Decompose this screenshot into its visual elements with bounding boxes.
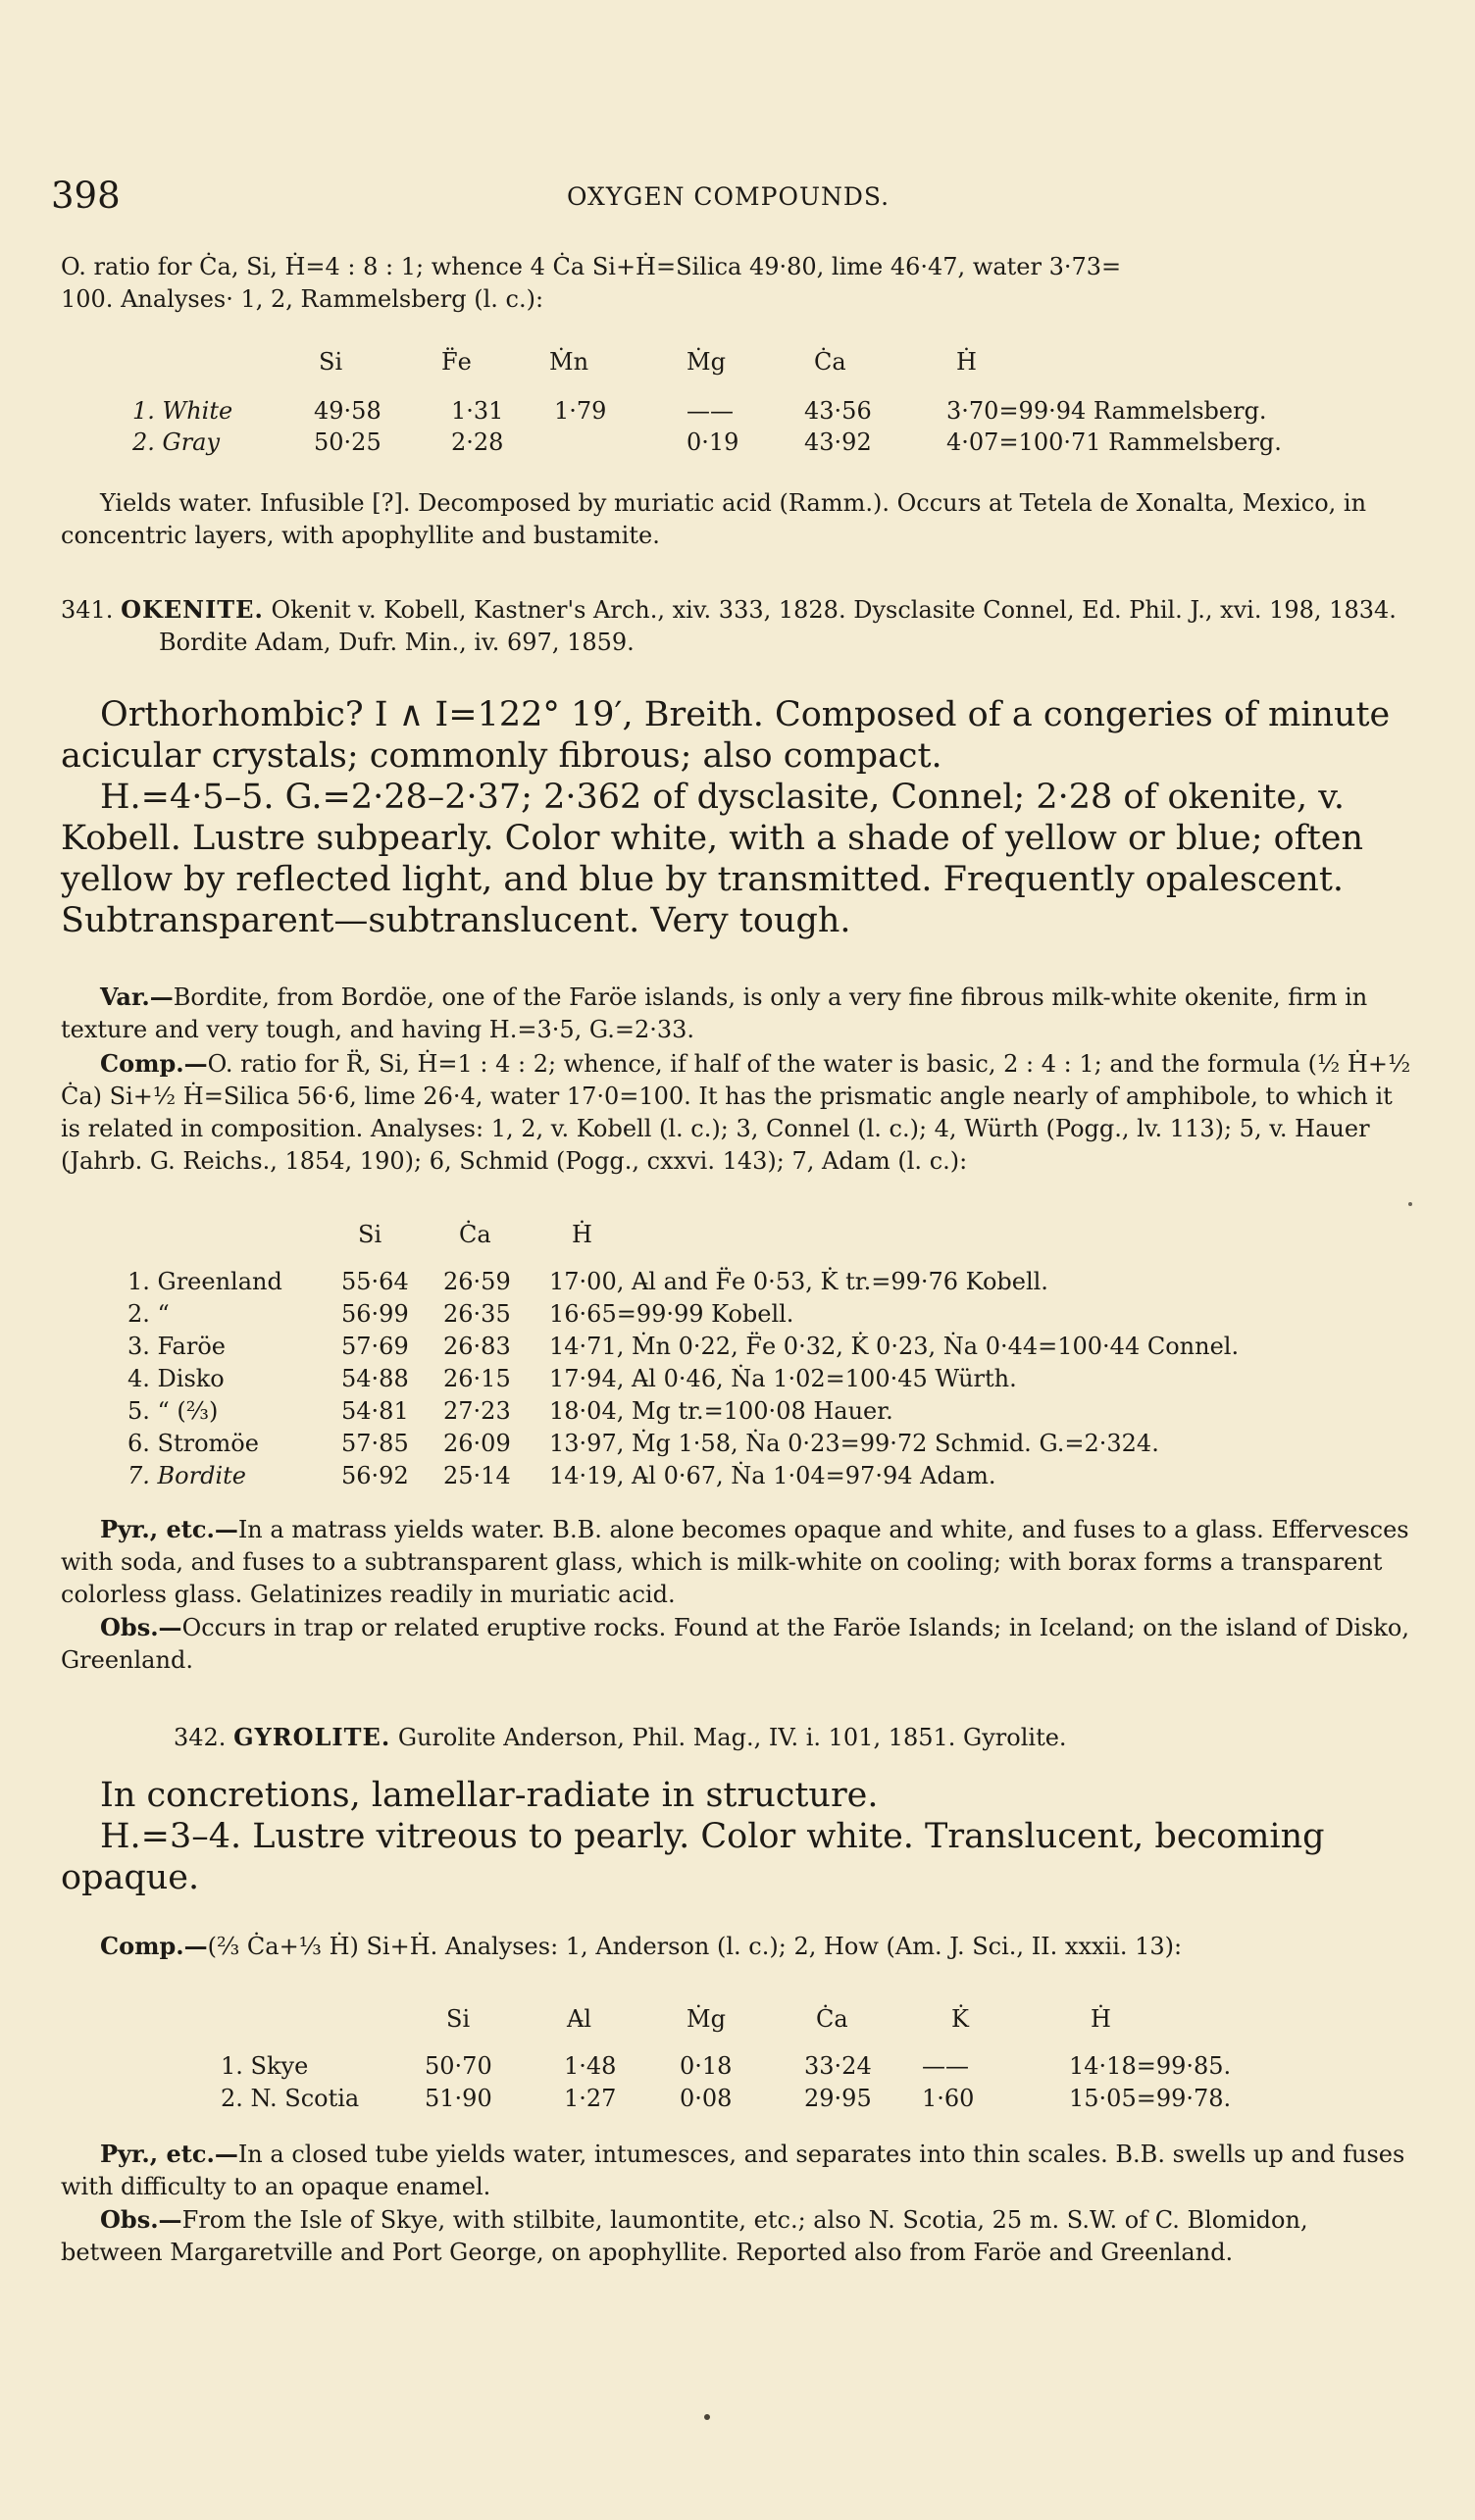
pyr-label: Pyr., etc.— <box>100 1515 238 1543</box>
comp-label: Comp.— <box>100 1932 208 1960</box>
page: 398 OXYGEN COMPOUNDS. O. ratio for Ċa, Si, Ḣ=4 : 8 : 1; whence 4 Ċa Si+Ḣ=Silica 49·80, lime 46·47, water 3·73= 100. Analyses· 1, 2, Rammelsberg (l. c.): Si F̈e Ṁn Ṁg Ċa Ḣ 1. White 49·58 1·31 1·79 —— 43·56 3·70=99·94 Rammelsberg. 2. Gray 50·25 2·28 0·19 43·92 4·07=100·71 Rammelsberg. Yields water. Infusible [?]. Decomposed by muriatic acid (Ramm.). Occurs at Tetela de Xonalta, Mexico, in concentric layers, with apophyllite and bustamite. 341. OKENITE. Okenit v. Kobell, Kastner's Arch., xiv. 333, 1828. Dysclasite Connel, Ed. Phil. J., xvi. 198, 1834. Bordite Adam, Dufr. Min., iv. 697, 1859. Orthorhombic? I ∧ I=122° 19′, Breith. Composed of a congeries of minute acicular crystals; commonly fibrous; also compact. H.=4·5–5. G.=2·28–2·37; 2·362 of dysclasite, Connel; 2·28 of okenite, v. Kobell. Lustre subpearly. Color white, with a shade of yellow or blue; often yellow by reflected light, and blue by transmitted. Frequently opalescent. Subtransparent—subtranslucent. Very tough. Var.—Bordite, from Bordöe, one of the Faröe islands, is only a very fine fibrous milk-white okenite, firm in texture and very tough, and having H.=3·5, G.=2·33. Comp.—O. ratio for R̈, Si, Ḣ=1 : 4 : 2; whence, if half of the water is basic, 2 : 4 : 1; and the formula (½ Ḣ+½ Ċa) Si+½ Ḣ=Silica 56·6, lime 26·4, water 17·0=100. It has the prismatic angle nearly of amphibole, to which it is related in composition. Analyses: 1, 2, v. Kobell (l. c.); 3, Connel (l. c.); 4, Würth (Pogg., lv. 113); 5, v. Hauer (Jahrb. G. Reichs., 1854, 190); 6, Schmid (Pogg., cxxvi. 143); 7, Adam (l. c.): Si Ċa Ḣ 1. Greenland 55·64 26·59 17·00, A̶l and F̈e 0·53, K̇ tr.=99·76 Kobell. 2. “ 56·99 26·35 16·65=99·99 Kobell. 3. Faröe 57·69 26·83 14·71, Ṁn 0·22, F̈e 0·32, K̇ 0·23, Ṅa 0·44=100·44 Connel. 4. Disko 54·88 26·15 17·94, A̶l 0·46, Ṅa 1·02=100·45 Würth. 5. “ (⅔) 54·81 27·23 18·04, Mg tr.=100·08 Hauer. 6. Stromöe 57·85 26·09 13·97, Ṁg 1·58, Ṅa 0·23=99·72 Schmid. G.=2·324. 7. Bordite 56·92 25·14 14·19, A̶l 0·67, Ṅa 1·04=97·94 Adam. Pyr., etc.—In a matrass yields water. B.B. alone becomes opaque and white, and fuses to a glass. Effervesces with soda, and fuses to a subtransparent glass, which is milk-white on cooling; with borax forms a transparent colorless glass. Gelatinizes readily in muriatic acid. Obs.—Occurs in trap or related eruptive rocks. Found at the Faröe Islands; in Iceland; on the island of Disko, Greenland. 342. GYROLITE. Gurolite Anderson, Phil. Mag., IV. i. 101, 1851. Gyrolite. In concretions, lamellar-radiate in structure. H.=3–4. Lustre vitreous to pearly. Color white. Translucent, becoming opaque. Comp.—(⅔ Ċa+⅓ Ḣ) Si+Ḣ. Analyses: 1, Anderson (l. c.); 2, How (Am. J. Sci., II. xxxii. 13): Si A̶l Ṁg Ċa K̇ Ḣ 1. Skye 50·70 1·48 0·18 33·24 —— 14·18=99·85. 2. N. Scotia 51·90 1·27 0·08 29·95 1·60 15·05=99·78. Pyr., etc.—In a closed tube yields water, intumesces, and separates into thin scales. B.B. swells up and fuses with difficulty to an opaque enamel. Obs.—From the Isle of Skye, with stilbite, laumontite, etc.; also N. Scotia, 25 m. S.W. of C. Blomidon, between Margaretville and Port George, on apophyllite. Reported also from Faröe and Greenland. <box>0 0 1475 2520</box>
intro-col-header: Ṁg <box>687 348 726 376</box>
species-name: OKENITE. <box>121 595 264 624</box>
obs-text: Occurs in trap or related eruptive rocks. Found at the Faröe Islands; in Iceland; on the island of Disko, Greenland. <box>61 1614 1409 1674</box>
okenite-col-header: Ċa <box>459 1221 491 1248</box>
gyrolite-pyr <box>61 2138 1412 2203</box>
table-cell: 13·97, Ṁg 1·58, Ṅa 0·23=99·72 Schmid. G.=2·324. <box>549 1430 1159 1457</box>
table-cell: 15·05=99·78. <box>1069 2085 1232 2112</box>
okenite-desc1: Orthorhombic? I ∧ I=122° 19′, Breith. Composed of a congeries of minute acicular crystals; commonly fibrous; also compact. <box>61 695 1391 776</box>
intro-col-header: Ṁn <box>549 348 589 376</box>
table-cell: 57·85 <box>341 1430 409 1457</box>
table-cell: 5. “ (⅔) <box>127 1397 219 1425</box>
table-cell: 57·69 <box>341 1333 409 1360</box>
table-cell: 7. Bordite <box>127 1462 246 1489</box>
gyrolite-col-header: Ḣ <box>1091 2005 1111 2033</box>
table-cell: 17·94, A̶l 0·46, Ṅa 1·02=100·45 Würth. <box>549 1365 1017 1392</box>
table-cell: 51·90 <box>425 2085 492 2112</box>
species-synonymy: Gurolite Anderson, Phil. Mag., IV. i. 101, 1851. Gyrolite. <box>397 1724 1067 1751</box>
intro-col-header: Ċa <box>814 348 846 376</box>
table-cell: 25·14 <box>443 1462 511 1489</box>
intro-col-header: F̈e <box>441 348 472 376</box>
intro-ratio-cont: 100. Analyses· 1, 2, Rammelsberg (l. c.): <box>61 285 544 313</box>
table-cell: 26·59 <box>443 1268 511 1295</box>
table-cell: 3. Faröe <box>127 1333 226 1360</box>
gyrolite-comp <box>61 1930 1412 1963</box>
intro-ratio <box>61 251 1412 316</box>
running-title: OXYGEN COMPOUNDS. <box>567 182 890 211</box>
obs-text: From the Isle of Skye, with stilbite, laumontite, etc.; also N. Scotia, 25 m. S.W. of C. Blomidon, between Margaretville and Port George, on apophyllite. Reported also from Faröe and Greenland. <box>61 2206 1308 2266</box>
gyrolite-desc1: In concretions, lamellar-radiate in structure. <box>100 1776 879 1815</box>
table-cell: 29·95 <box>804 2085 872 2112</box>
okenite-pyr <box>61 1513 1412 1611</box>
species-number: 342. <box>174 1724 227 1751</box>
okenite-col-header: Si <box>358 1221 382 1248</box>
gyrolite-desc2: H.=3–4. Lustre vitreous to pearly. Color white. Translucent, becoming opaque. <box>61 1817 1325 1897</box>
gyrolite-col-header: K̇ <box>951 2005 969 2033</box>
intro-col-header: Si <box>319 348 343 376</box>
var-label: Var.— <box>100 983 174 1011</box>
page-number: 398 <box>51 175 121 217</box>
species-synonymy: Okenit v. Kobell, Kastner's Arch., xiv. 333, 1828. Dysclasite Connel, Ed. Phil. J., xvi. 198, 1834. Bordite Adam, Dufr. Min., iv. 697, 1859. <box>159 596 1397 656</box>
table-cell: 27·23 <box>443 1397 511 1425</box>
obs-label: Obs.— <box>100 1613 182 1641</box>
table-cell: 33·24 <box>804 2052 872 2080</box>
table-cell: 0·18 <box>680 2052 733 2080</box>
table-cell: 16·65=99·99 Kobell. <box>549 1300 794 1328</box>
pyr-text: In a matrass yields water. B.B. alone becomes opaque and white, and fuses to a glass. Effervesces with soda, and fuses to a subtransparent glass, which is milk-white on cooling; with borax forms a transparent colorless glass. Gelatinizes readily in muriatic acid. <box>61 1516 1409 1608</box>
gyrolite-col-header: Si <box>446 2005 471 2033</box>
okenite-comp <box>61 1047 1412 1178</box>
table-cell: 26·83 <box>443 1333 511 1360</box>
table-cell: 14·18=99·85. <box>1069 2052 1232 2080</box>
table-cell: 17·00, A̶l and F̈e 0·53, K̇ tr.=99·76 Kobell. <box>549 1268 1048 1295</box>
table-cell: 2. N. Scotia <box>221 2085 360 2112</box>
okenite-desc2: H.=4·5–5. G.=2·28–2·37; 2·362 of dysclasite, Connel; 2·28 of okenite, v. Kobell. Lustre subpearly. Color white, with a shade of yellow or blue; often yellow by reflected light, and blue by transmitted. Frequently opalescent. Subtransparent—subtranslucent. Very tough. <box>61 778 1364 940</box>
gyrolite-col-header: Ċa <box>816 2005 848 2033</box>
intro-col-header: Ḣ <box>956 348 977 376</box>
comp-label: Comp.— <box>100 1049 208 1078</box>
table-cell: 56·99 <box>341 1300 409 1328</box>
intro-ratio-line: O. ratio for Ċa, Si, Ḣ=4 : 8 : 1; whence 4 Ċa Si+Ḣ=Silica 49·80, lime 46·47, water 3·73= <box>61 253 1122 280</box>
var-text: Bordite, from Bordöe, one of the Faröe islands, is only a very fine fibrous milk-white okenite, firm in texture and very tough, and having H.=3·5, G.=2·33. <box>61 983 1368 1043</box>
gyrolite-col-header: Ṁg <box>687 2005 726 2033</box>
table-cell: 2. “ <box>127 1300 170 1328</box>
comp-text: (⅔ Ċa+⅓ Ḣ) Si+Ḣ. Analyses: 1, Anderson (l. c.); 2, How (Am. J. Sci., II. xxxii. 13): <box>207 1933 1183 1960</box>
gyrolite-obs <box>61 2203 1412 2269</box>
table-cell: 1·60 <box>922 2085 975 2112</box>
table-cell: 55·64 <box>341 1268 409 1295</box>
okenite-col-header: Ḣ <box>572 1221 592 1248</box>
table-cell: 26·35 <box>443 1300 511 1328</box>
print-speck <box>1408 1202 1412 1206</box>
okenite-obs <box>61 1611 1412 1677</box>
species-name: GYROLITE. <box>233 1723 391 1751</box>
table-cell: 0·08 <box>680 2085 733 2112</box>
species-number: 341. <box>61 596 114 624</box>
table-cell: 26·15 <box>443 1365 511 1392</box>
table-cell: 50·70 <box>425 2052 492 2080</box>
obs-label: Obs.— <box>100 2205 182 2234</box>
table-cell: 14·19, A̶l 0·67, Ṅa 1·04=97·94 Adam. <box>549 1462 996 1489</box>
table-cell: 6. Stromöe <box>127 1430 259 1457</box>
okenite-var <box>61 981 1412 1046</box>
table-cell: 54·88 <box>341 1365 409 1392</box>
comp-text: O. ratio for R̈, Si, Ḣ=1 : 4 : 2; whence, if half of the water is basic, 2 : 4 : 1; and the formula (½ Ḣ+½ Ċa) Si+½ Ḣ=Silica 56·6, lime 26·4, water 17·0=100. It has the prismatic angle nearly of amphibole, to which it is related in composition. Analyses: 1, 2, v. Kobell (l. c.); 3, Connel (l. c.); 4, Würth (Pogg., lv. 113); 5, v. Hauer (Jahrb. G. Reichs., 1854, 190); 6, Schmid (Pogg., cxxvi. 143); 7, Adam (l. c.): <box>61 1050 1411 1175</box>
table-cell: 1·48 <box>564 2052 617 2080</box>
table-cell: 1·27 <box>564 2085 617 2112</box>
okenite-heading <box>61 593 1453 659</box>
gyrolite-heading <box>61 1721 1409 1754</box>
table-cell: 26·09 <box>443 1430 511 1457</box>
table-cell: 18·04, Mg tr.=100·08 Hauer. <box>549 1397 893 1425</box>
pyr-text: In a closed tube yields water, intumesces, and separates into thin scales. B.B. swells up and fuses with difficulty to an opaque enamel. <box>61 2141 1405 2200</box>
table-cell: —— <box>922 2052 969 2080</box>
table-cell: 56·92 <box>341 1462 409 1489</box>
table-cell: 54·81 <box>341 1397 409 1425</box>
print-speck <box>704 2414 710 2420</box>
table-cell: 14·71, Ṁn 0·22, F̈e 0·32, K̇ 0·23, Ṅa 0·44=100·44 Connel. <box>549 1333 1240 1360</box>
gyrolite-col-header: A̶l <box>567 2005 592 2033</box>
table-cell: 4. Disko <box>127 1365 225 1392</box>
intro-notes: Yields water. Infusible [?]. Decomposed by muriatic acid (Ramm.). Occurs at Tetela de Xonalta, Mexico, in concentric layers, with apophyllite and bustamite. <box>61 489 1367 549</box>
table-cell: 1. Greenland <box>127 1268 282 1295</box>
pyr-label: Pyr., etc.— <box>100 2140 238 2168</box>
table-cell: 1. Skye <box>221 2052 309 2080</box>
